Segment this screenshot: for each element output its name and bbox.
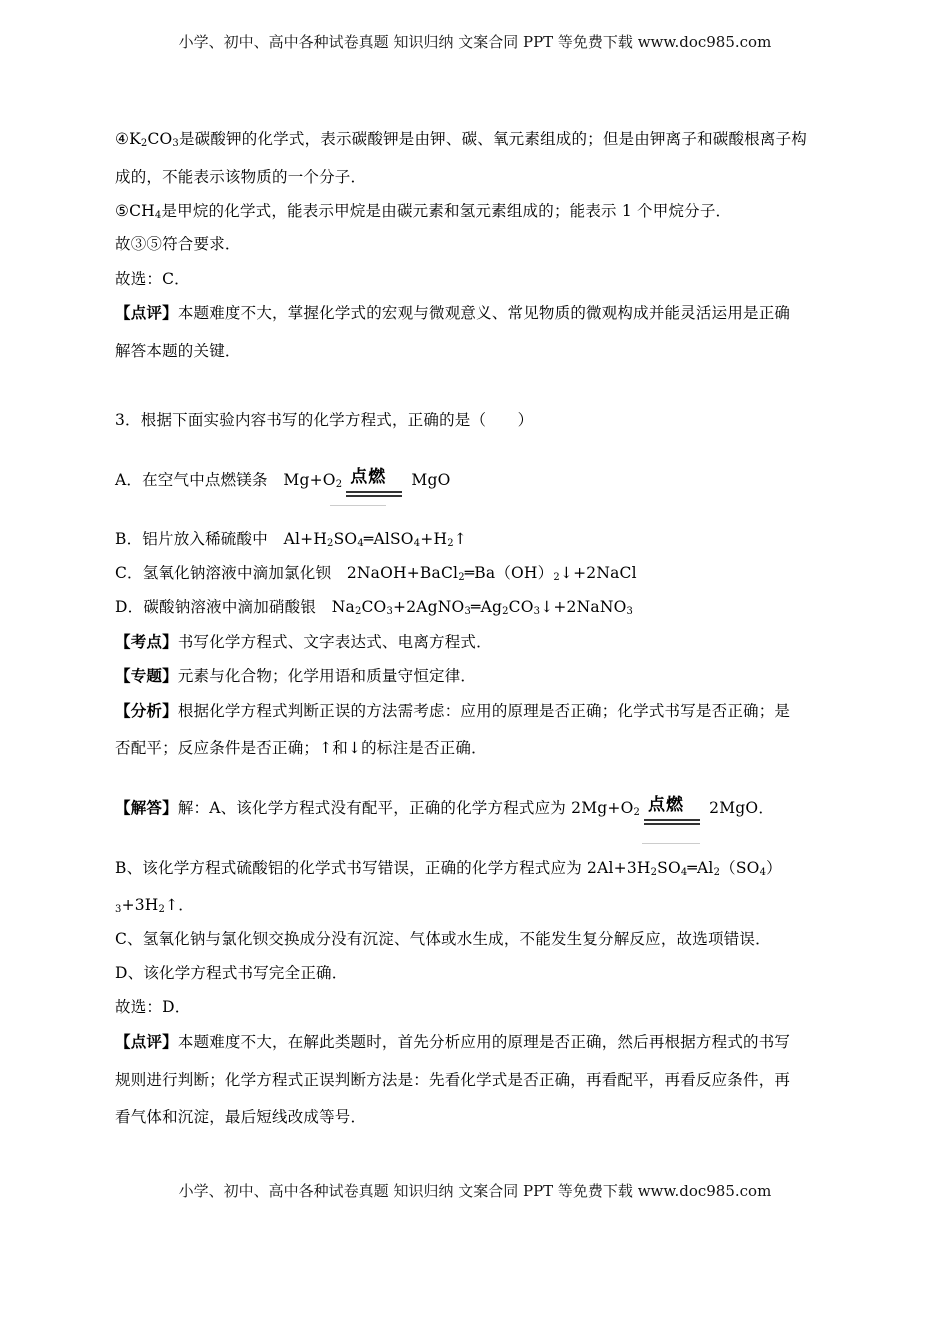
prev-item-4-cont: 成的，不能表示该物质的一个分子． [115, 168, 367, 186]
option-a: A．在空气中点燃镁条 $Mg+O_2$ 点燃 MgO [115, 470, 840, 491]
faint-line [330, 505, 386, 506]
jieda-b: B、该化学方程式硫酸铝的化学式书写错误，正确的化学方程式应为 $2Al+3H_2SO_4═Al_2(SO_4)$ [115, 859, 782, 878]
jieda-b-cont: $_3+3H_2↑$． [115, 896, 194, 915]
ignite-condition: 点燃 [346, 471, 402, 491]
prev-conclusion: 故③⑤符合要求． [115, 235, 241, 253]
prev-comment: 【点评】本题难度不大，掌握化学式的宏观与微观意义、常见物质的微观构成并能灵活运用是正确 [115, 303, 791, 322]
jieda-c: C、氢氧化钠与氯化钡交换成分没有沉淀、气体或水生成，不能发生复分解反应，故选项错误． [115, 930, 771, 948]
jieda-d: D、该化学方程式书写完全正确． [115, 964, 348, 982]
option-c: C．氢氧化钠溶液中滴加氯化钡 $2NaOH+BaCl_2═Ba(OH)_2↓+2NaCl$ [115, 564, 637, 583]
q3-choice: 故选：D． [115, 998, 191, 1016]
ignite-condition: 点燃 [644, 799, 700, 819]
comment-tag: 【点评】 [115, 303, 178, 322]
fenxi-cont: 否配平；反应条件是否正确；↑和↓的标注是否正确． [115, 739, 487, 757]
prev-item-5: $⑤CH_4$是甲烷的化学式，能表示甲烷是由碳元素和氢元素组成的；能表示 1 个甲烷分子． [115, 202, 732, 221]
prev-item-4: $④K_2CO_3$是碳酸钾的化学式，表示碳酸钾是由钾、碳、氧元素组成的；但是由钾离子和碳酸根离子构 [115, 130, 807, 149]
page-header: 小学、初中、高中各种试卷真题 知识归纳 文案合同 PPT 等免费下载 www.doc985.com [178, 33, 772, 51]
page-footer: 小学、初中、高中各种试卷真题 知识归纳 文案合同 PPT 等免费下载 www.doc985.com [178, 1182, 772, 1200]
jieda-a: 【解答】解：A、该化学方程式没有配平，正确的化学方程式应为 $2Mg+O_2$ 点燃 2MgO． [115, 798, 840, 819]
fenxi: 【分析】根据化学方程式判断正误的方法需考虑：应用的原理是否正确；化学式书写是否正确；是 [115, 701, 791, 720]
faint-line [642, 843, 700, 844]
kaodian: 【考点】书写化学方程式、文字表达式、电离方程式． [115, 632, 492, 651]
zhuanti: 【专题】元素与化合物；化学用语和质量守恒定律． [115, 666, 477, 685]
prev-choice: 故选：C． [115, 270, 190, 288]
q3-comment-cont-1: 规则进行判断；化学方程式正误判断方法是：先看化学式是否正确，再看配平，再看反应条件，再 [115, 1071, 791, 1089]
q3-comment-cont-2: 看气体和沉淀，最后短线改成等号． [115, 1108, 367, 1126]
prev-comment-cont: 解答本题的关键． [115, 342, 241, 360]
option-b: B．铝片放入稀硫酸中 $Al+H_2SO_4═AlSO_4+H_2↑$ [115, 530, 467, 549]
option-d: D．碳酸钠溶液中滴加硝酸银 $Na_2CO_3+2AgNO_3═Ag_2CO_3↓+2NaNO_3$ [115, 598, 634, 617]
q3-comment: 【点评】本题难度不大，在解此类题时，首先分析应用的原理是否正确，然后再根据方程式的书写 [115, 1032, 791, 1051]
question-3-stem: 3．根据下面实验内容书写的化学方程式，正确的是（ ） [115, 411, 534, 429]
